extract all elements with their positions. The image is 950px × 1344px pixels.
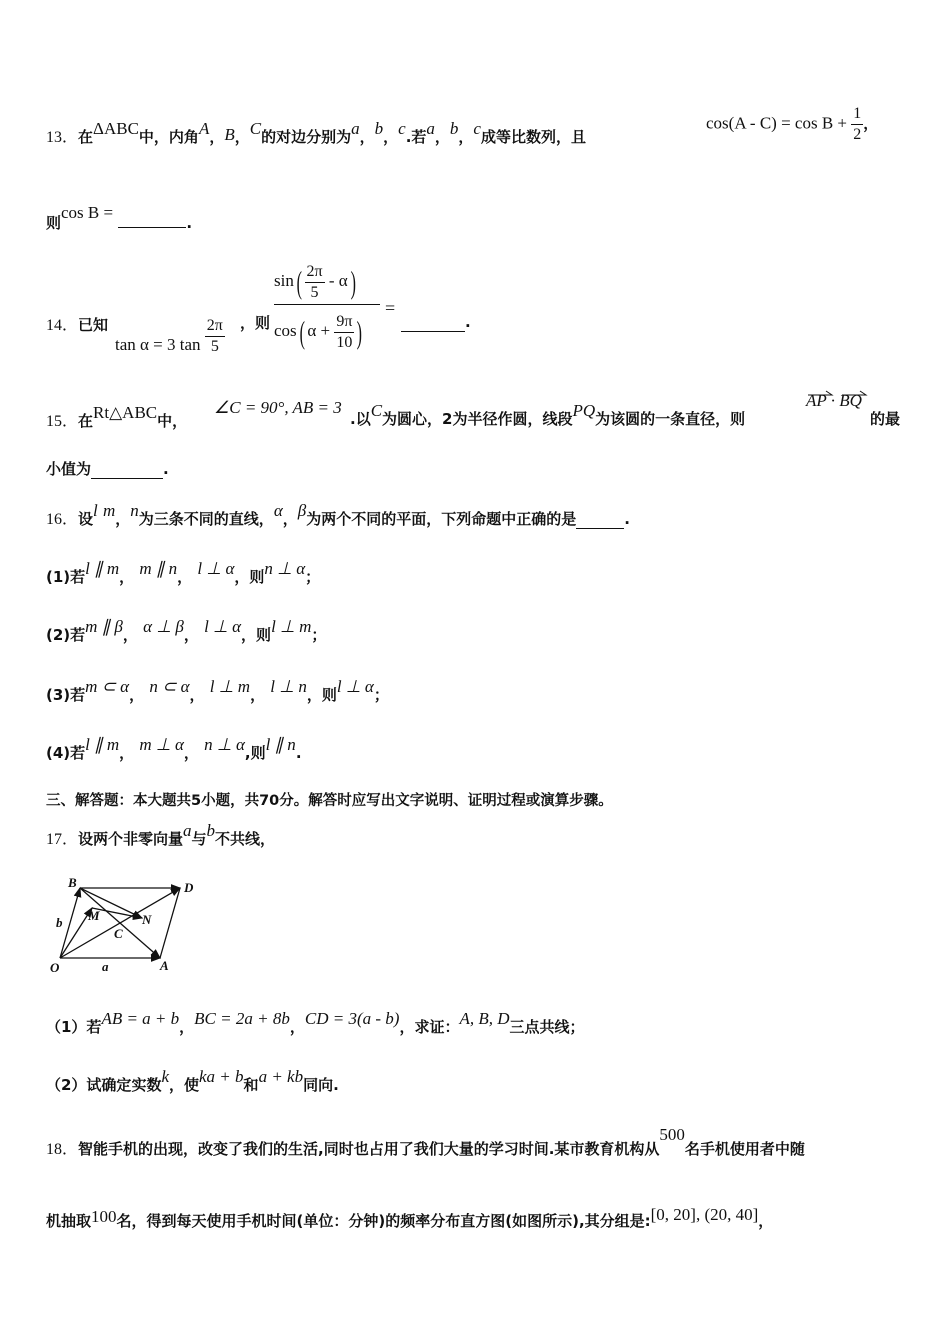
- vector-figure: [46, 872, 216, 982]
- triangle-abc: ΔABC: [93, 119, 139, 138]
- fraction-2pi-5: $\frac{2\pi}{5}$: [206, 317, 223, 355]
- answer-blank-13[interactable]: [118, 227, 186, 228]
- label-B: B: [68, 875, 77, 890]
- q15-line1: 15．在Rt△ABC中，: [46, 403, 188, 430]
- label-A: A: [160, 958, 169, 973]
- q16-item-1: (1)若l ∥ m， m ∥ n， l ⊥ α，则n ⊥ α；: [46, 559, 321, 586]
- vector-arrows: [806, 389, 868, 397]
- answer-blank-16[interactable]: [576, 510, 624, 529]
- answer-blank-15[interactable]: [91, 460, 163, 479]
- q15-dot-product: AP · BQ: [806, 391, 862, 411]
- label-M: M: [88, 908, 100, 923]
- q16-number: 16．: [46, 511, 79, 528]
- label-D: D: [184, 880, 194, 895]
- q15-number: 15．: [46, 413, 79, 430]
- q14-label: 14．已知: [46, 316, 109, 334]
- q15-line1-rest: .以C为圆心，2为半径作圆，线段PQ为该圆的一条直径，则: [350, 401, 746, 428]
- q14-denominator: cos( α + $\frac{9\pi}{10}$ ): [274, 312, 363, 351]
- q13-equation: cos(A - C) = cos B + $\frac{1}{2}$ ，: [706, 105, 879, 143]
- q16-item-2: (2)若m ∥ β， α ⊥ β， l ⊥ α，则l ⊥ m；: [46, 617, 327, 644]
- q15-condition: ∠C = 90°, AB = 3: [214, 398, 342, 417]
- q16-stem: 16．设l m，n为三条不同的直线，α，β为两个不同的平面，下列命题中正确的是 .: [46, 501, 630, 528]
- q17-part1: （1）若AB = a + b，BC = 2a + 8b，CD = 3(a - b)，求证：A, B, D三点共线；: [46, 1009, 585, 1036]
- q18-line1: 18．智能手机的出现，改变了我们的生活,同时也占用了我们大量的学习时间.某市教育机构从500名手机使用者中随: [46, 1125, 805, 1158]
- q17-part2: （2）试确定实数k，使ka + b和a + kb同向.: [46, 1067, 339, 1094]
- q13-number: 13．: [46, 129, 79, 146]
- q17-number: 17．: [46, 831, 79, 848]
- section3-heading: 三、解答题：本大题共5小题，共70分。解答时应写出文字说明、证明过程或演算步骤。: [46, 793, 613, 809]
- answer-blank-14[interactable]: [401, 313, 465, 332]
- q18-line2: 机抽取100名，得到每天使用手机时间(单位：分钟)的频率分布直方图(如图所示),其分组是:[0, 20], (20, 40]，: [46, 1205, 774, 1230]
- label-O: O: [50, 960, 60, 975]
- q16-item-3: (3)若m ⊂ α， n ⊂ α， l ⊥ m， l ⊥ n，则l ⊥ α；: [46, 677, 389, 704]
- q13-line2: 则cos B = .: [46, 203, 193, 232]
- q14-tan-condition: tan α = 3 tan $\frac{2\pi}{5}$: [115, 317, 223, 355]
- fraction-half: $\frac{1}{2}$: [853, 105, 862, 143]
- q14-number: 14．: [46, 317, 79, 334]
- q14-numerator: sin( $\frac{2\pi}{5}$ - α): [274, 262, 356, 301]
- q14-tail: =: [385, 298, 396, 318]
- q13-line1: 13．在ΔABC中，内角A，B，C的对边分别为a，b，c.若a，b，c成等比数列，且: [46, 119, 586, 146]
- q17-stem: 17．设两个非零向量a与b不共线，: [46, 821, 276, 848]
- label-b: b: [56, 915, 63, 930]
- q14-big-fraction: [274, 258, 382, 357]
- label-C: C: [114, 926, 123, 941]
- q16-item-4: (4)若l ∥ m， m ⊥ α， n ⊥ α,则l ∥ n.: [46, 735, 302, 762]
- q14-then: ，则: [240, 314, 271, 332]
- q18-number: 18．: [46, 1141, 79, 1158]
- q15-line2: 小值为 .: [46, 460, 169, 478]
- q15-most: 的最: [870, 410, 901, 428]
- label-a: a: [102, 959, 109, 974]
- q14-blank-wrap: .: [401, 313, 471, 332]
- label-N: N: [142, 912, 152, 927]
